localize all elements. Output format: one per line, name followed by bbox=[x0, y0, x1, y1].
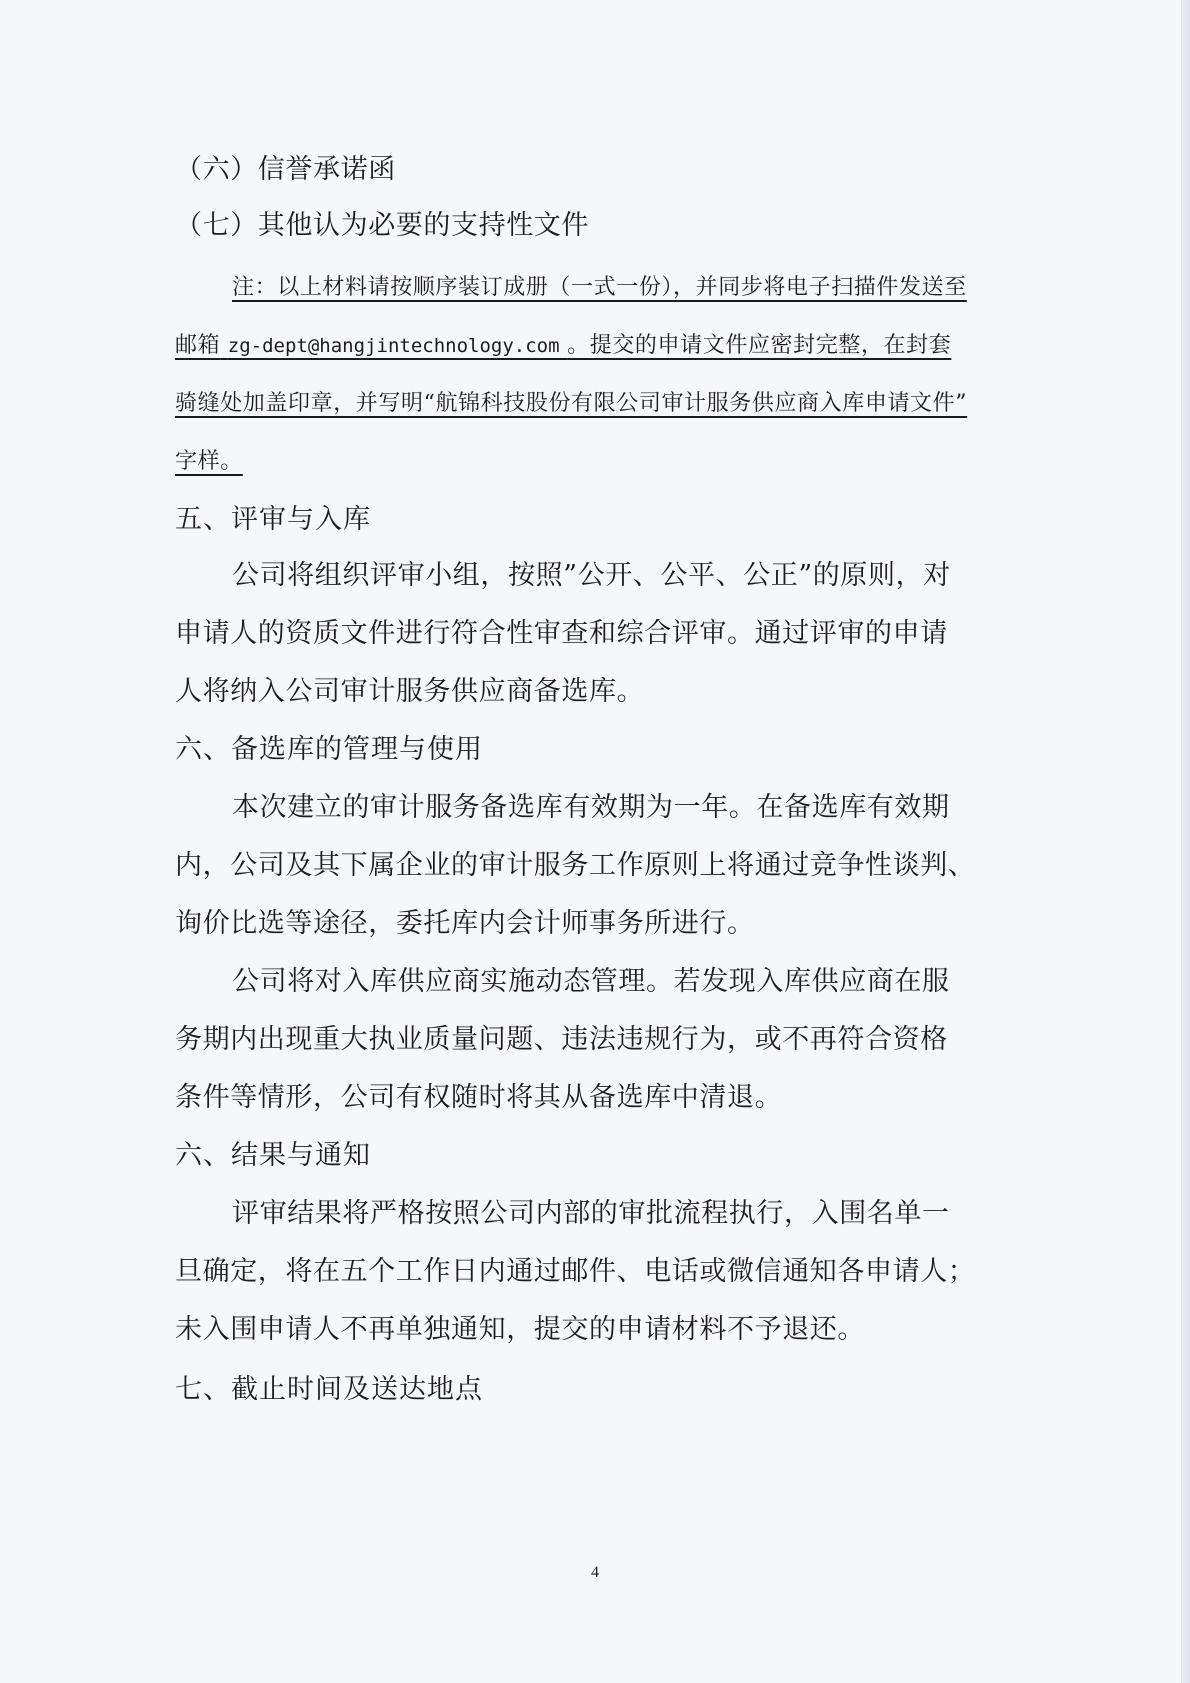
note-line-3: 骑缝处加盖印章，并写明“航锦科技股份有限公司审计服务供应商入库申请文件” bbox=[175, 391, 968, 416]
section-5-line-1: 公司将组织评审小组，按照”公开、公平、公正”的原则，对 bbox=[232, 560, 951, 591]
section-6a-line-5: 务期内出现重大执业质量问题、违法违规行为，或不再符合资格 bbox=[175, 1024, 948, 1055]
section-6a-line-1: 本次建立的审计服务备选库有效期为一年。在备选库有效期 bbox=[232, 792, 950, 823]
section-5-heading: 五、评审与入库 bbox=[175, 504, 371, 535]
note-line-2-suffix: 。提交的申请文件应密封完整，在封套 bbox=[567, 333, 952, 358]
list-item-7: （七）其他认为必要的支持性文件 bbox=[175, 210, 589, 241]
note-line-4: 字样。 bbox=[175, 449, 243, 474]
list-item-6: （六）信誉承诺函 bbox=[175, 154, 396, 185]
note-email-prefix: 邮箱 bbox=[175, 333, 221, 358]
section-6b-heading: 六、结果与通知 bbox=[175, 1140, 371, 1171]
note-line-1: 注：以上材料请按顺序装订成册（一式一份），并同步将电子扫描件发送至 bbox=[232, 275, 967, 300]
section-7-heading: 七、截止时间及送达地点 bbox=[175, 1374, 483, 1405]
section-5-line-3: 人将纳入公司审计服务供应商备选库。 bbox=[175, 676, 645, 707]
section-6b-line-3: 未入围申请人不再单独通知，提交的申请材料不予退还。 bbox=[175, 1314, 865, 1345]
section-6a-line-2: 内，公司及其下属企业的审计服务工作原则上将通过竞争性谈判、 bbox=[175, 850, 976, 881]
section-6b-line-2: 旦确定，将在五个工作日内通过邮件、电话或微信通知各申请人； bbox=[175, 1256, 976, 1287]
page-edge bbox=[1181, 0, 1190, 1683]
section-6b-line-1: 评审结果将严格按照公司内部的审批流程执行，入围名单一 bbox=[232, 1198, 950, 1229]
section-6a-line-6: 条件等情形，公司有权随时将其从备选库中清退。 bbox=[175, 1082, 783, 1113]
contact-email: zg-dept@hangjintechnology.com bbox=[227, 335, 560, 357]
section-6a-line-4: 公司将对入库供应商实施动态管理。若发现入库供应商在服 bbox=[232, 966, 950, 997]
section-6a-line-3: 询价比选等途径，委托库内会计师事务所进行。 bbox=[175, 908, 755, 939]
section-6a-heading: 六、备选库的管理与使用 bbox=[175, 734, 483, 765]
page-number: 4 bbox=[591, 1564, 599, 1581]
note-line-2 bbox=[175, 326, 951, 366]
section-5-line-2: 申请人的资质文件进行符合性审查和综合评审。通过评审的申请 bbox=[175, 618, 948, 649]
